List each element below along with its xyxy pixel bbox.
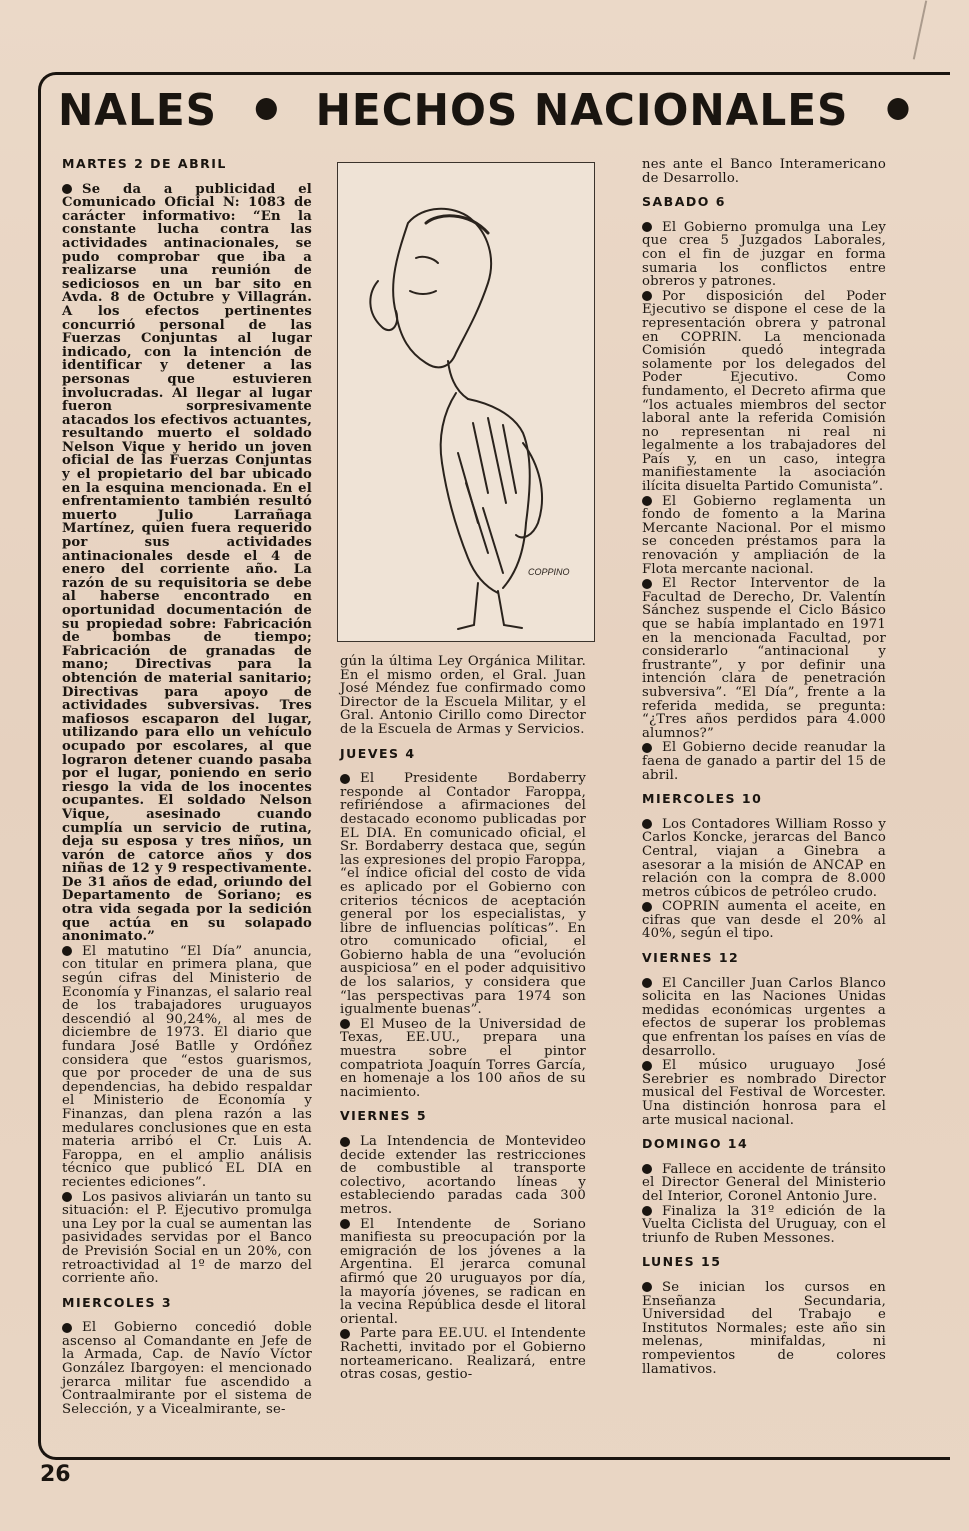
bullet-icon [642, 1164, 652, 1174]
news-item: El Gobierno concedió doble ascenso al Comandante en Jefe de la Armada, Cap. de Navío Víctor González Ibargoyen: el mencionado jerarca militar fue ascendido a Contraalmirante por el sistema de Selección, y a Vicealmirante, se- [62, 1320, 312, 1417]
day-heading: JUEVES 4 [340, 745, 416, 761]
bullet-icon [642, 579, 652, 589]
artist-signature: COPPINO [528, 567, 570, 577]
news-item: La Intendencia de Montevideo decide extender las restricciones de combustible al transporte colectivo, acortando líneas y estableciendo paradas cada 300 metros. [340, 1134, 586, 1217]
bullet-icon [340, 1329, 350, 1339]
caricature-illustration [337, 162, 595, 642]
bullet-icon [642, 496, 652, 506]
bullet-icon [340, 1019, 350, 1029]
header-left-word: NALES [58, 85, 218, 136]
day-heading: DOMINGO 14 [642, 1136, 749, 1152]
news-item: El Gobierno promulga una Ley que crea 5 Juzgados Laborales, con el fin de juzgar en forma sumaria los conflictos entre obreros y patrones. [642, 219, 886, 290]
news-item: El Museo de la Universidad de Texas, EE.UU., prepara una muestra sobre el pintor compatriota Joaquín Torres García, en homenaje a los 100 años de su nacimiento. [340, 1016, 586, 1100]
bullet-icon [887, 98, 908, 120]
news-item: El Canciller Juan Carlos Blanco solicita en las Naciones Unidas medidas económicas urgentes a efectos de superar los problemas que enfrentan los países en vías de desarrollo. [642, 975, 886, 1059]
day-heading: MIERCOLES 10 [642, 791, 763, 807]
bullet-icon [642, 1206, 652, 1216]
news-item: Por disposición del Poder Ejecutivo se dispone el cese de la representación obrera y patronal en COPRIN. La mencionada Comisión quedó integrada solamente por los delegados del Poder Ejecutivo. Como fundamento, el Decreto afirma que “los actuales miembros del sector laboral ante la referida Comisión no representan ni real ni legalmente a los trabajadores del País y, en un caso, integra manifiestamente la asociación ilícita disuelta Partido Comunista”. [642, 288, 886, 495]
news-item: El Gobierno reglamenta un fondo de fomento a la Marina Mercante Nacional. Por el mismo se conceden préstamos para la renovación y ampliación de la Flota mercante nacional. [642, 493, 886, 577]
day-heading: VIERNES 5 [340, 1108, 428, 1124]
news-item: Se inician los cursos en Enseñanza Secundaria, Universidad del Trabajo e Institutos Normales; este año sin melenas, minifaldas, ni rompevientos de colores llamativos. [642, 1279, 886, 1377]
news-item: Los Contadores William Rosso y Carlos Koncke, jerarcas del Banco Central, viajan a Ginebra a asesorar a la misión de ANCAP en relación con la compra de 8.000 metros cúbicos de petróleo crudo. [642, 816, 886, 900]
news-item: Se da a publicidad el Comunicado Oficial N: 1083 de carácter informativo: “En la constante lucha contra las actividades antinacionales, se pudo comprobar que iba a realizarse una reunión de sediciosos en un bar sito en Avda. 8 de Octubre y Villagrán. A los efectos pertinentes concurrió personal de las Fuerzas Conjuntas al lugar indicado, con la intención de identificar y detener a las personas que estuvieren involucradas. Al llegar al lugar fueron sorpresivamente atacados los efectivos actuantes, resultando muerto el soldado Nelson Vique y herido un joven oficial de las Fuerzas Conjuntas y el propietario del bar ubicado en la esquina mencionada. En el enfrentamiento también resultó muerto Julio Larrañaga Martínez, quien fuera requerido por sus actividades antinacionales desde el 4 de enero del corriente año. La razón de su requisitoria se debe al haberse encontrado en oportunidad documentación de su propiedad sobre: Fabricación de bombas de tiempo; Fabricación de granadas de mano; Directivas para la obtención de material sanitario; Directivas para apoyo de actividades subversivas. Tres mafiosos escaparon del lugar, utilizando para ello un vehículo ocupado por escolares, al que lograron detener cuando pasaba por el lugar, poniendo en serio riesgo la vida de los inocentes ocupantes. El soldado Nelson Vique, asesinado cuando cumplía un servicio de rutina, deja su esposa y tres niños, un varón de catorce años y dos niñas de 12 y 9 respectivamente. De 31 años de edad, oriundo del Departamento de Soriano; es otra vida segada por la sedición que actúa en su solapado anonimato.” [62, 181, 312, 945]
news-item: COPRIN aumenta el aceite, en cifras que van desde el 20% al 40%, según el tipo. [642, 899, 886, 942]
bullet-icon [642, 291, 652, 301]
bullet-icon [340, 774, 350, 784]
bullet-icon [256, 98, 277, 120]
decorative-line [913, 0, 927, 59]
bullet-icon [340, 1219, 350, 1229]
bullet-icon [642, 1282, 652, 1292]
bullet-icon [62, 946, 72, 956]
day-heading: VIERNES 12 [642, 950, 740, 966]
news-item: Fallece en accidente de tránsito el Director General del Ministerio del Interior, Coronel Antonio Jure. [642, 1161, 886, 1204]
bullet-icon [340, 1137, 350, 1147]
news-item: El Presidente Bordaberry responde al Contador Faroppa, refiriéndose a afirmaciones del destacado economo publicadas por EL DIA. En comunicado oficial, el Sr. Bordaberry destaca que, según las expresiones del propio Faroppa, “el índice oficial del costo de vida es aplicado por el Gobierno con criterios técnicos de aceptación general por los especialistas, y libre de influencias políticas”. En otro comunicado oficial, el Gobierno habla de una “evolución auspiciosa” en el poder adquisitivo de los salarios, y considera que “las perspectivas para 1974 son igualmente buenas”. [340, 771, 586, 1018]
news-item: Parte para EE.UU. el Intendente Rachetti, invitado por el Gobierno norteamericano. Realizará, entre otras cosas, gestio- [340, 1326, 586, 1383]
news-item: Finaliza la 31º edición de la Vuelta Ciclista del Uruguay, con el triunfo de Ruben Messones. [642, 1203, 886, 1246]
day-heading: SABADO 6 [642, 194, 726, 210]
column-3 [642, 158, 886, 1377]
news-continuation: gún la última Ley Orgánica Militar. En el mismo orden, el Gral. Juan José Méndez fue confirmado como Director de la Escuela Militar, y el Gral. Antonio Cirillo como Director de la Escuela de Armas y Servicios. [340, 654, 586, 737]
bullet-icon [642, 222, 652, 232]
news-item: Los pasivos aliviarán un tanto su situación: el P. Ejecutivo promulga una Ley por la cual se aumentan las pasividades servidas por el Banco de Previsión Social en un 20%, con retroactividad al 1º de marzo del corriente año. [62, 1189, 312, 1287]
day-heading: LUNES 15 [642, 1254, 722, 1270]
header-title: HECHOS NACIONALES [315, 85, 849, 136]
section-header [58, 82, 912, 140]
bullet-icon [62, 1323, 72, 1333]
bullet-icon [62, 184, 72, 194]
caricature-drawing [338, 163, 594, 641]
bullet-icon [62, 1192, 72, 1202]
news-item: El músico uruguayo José Serebrier es nombrado Director musical del Festival de Worcester. Una distinción honrosa para el arte musical nacional. [642, 1058, 886, 1128]
news-item: El matutino “El Día” anuncia, con titular en primera plana, que según cifras del Ministerio de Economía y Finanzas, el salario real de los trabajadores uruguayos descendió al 90,24%, al mes de diciembre de 1973. El diario que fundara José Batlle y Ordóñez considera que “estos guarismos, que por proceder de una de sus dependencias, ha debido respaldar el Ministerio de Economía y Finanzas, dan plena razón a las medulares conclusiones que en esta materia arribó el Cr. Luis A. Faroppa, en el amplio análisis técnico que publicó EL DIA en recientes ediciones”. [62, 943, 312, 1190]
bullet-icon [642, 902, 652, 912]
bullet-icon [642, 1061, 652, 1071]
column-1 [62, 155, 312, 1417]
news-continuation: nes ante el Banco Interamericano de Desarrollo. [642, 157, 886, 186]
bullet-icon [642, 743, 652, 753]
day-heading: MARTES 2 DE ABRIL [62, 156, 227, 171]
news-item: El Rector Interventor de la Facultad de Derecho, Dr. Valentín Sánchez suspende el Ciclo Básico que se había implantado en 1971 en la mencionada Facultad, por considerarlo “antinacional y frustrante”, y por definir una intención clara de penetración subversiva”. “El Día”, frente a la referida medida, se pregunta: “¿Tres años perdidos para 4.000 alumnos?” [642, 576, 886, 741]
page-number: 26 [40, 1462, 71, 1487]
column-2 [340, 655, 586, 1383]
day-heading: MIERCOLES 3 [62, 1294, 173, 1310]
bullet-icon [642, 819, 652, 829]
news-item: El Intendente de Soriano manifiesta su preocupación por la emigración de los jóvenes a la Argentina. El jerarca comunal afirmó que 20 uruguayos por día, la mayoría jóvenes, se radican en la vecina República desde el litoral oriental. [340, 1216, 586, 1327]
bullet-icon [642, 978, 652, 988]
news-item: El Gobierno decide reanudar la faena de ganado a partir del 15 de abril. [642, 740, 886, 783]
